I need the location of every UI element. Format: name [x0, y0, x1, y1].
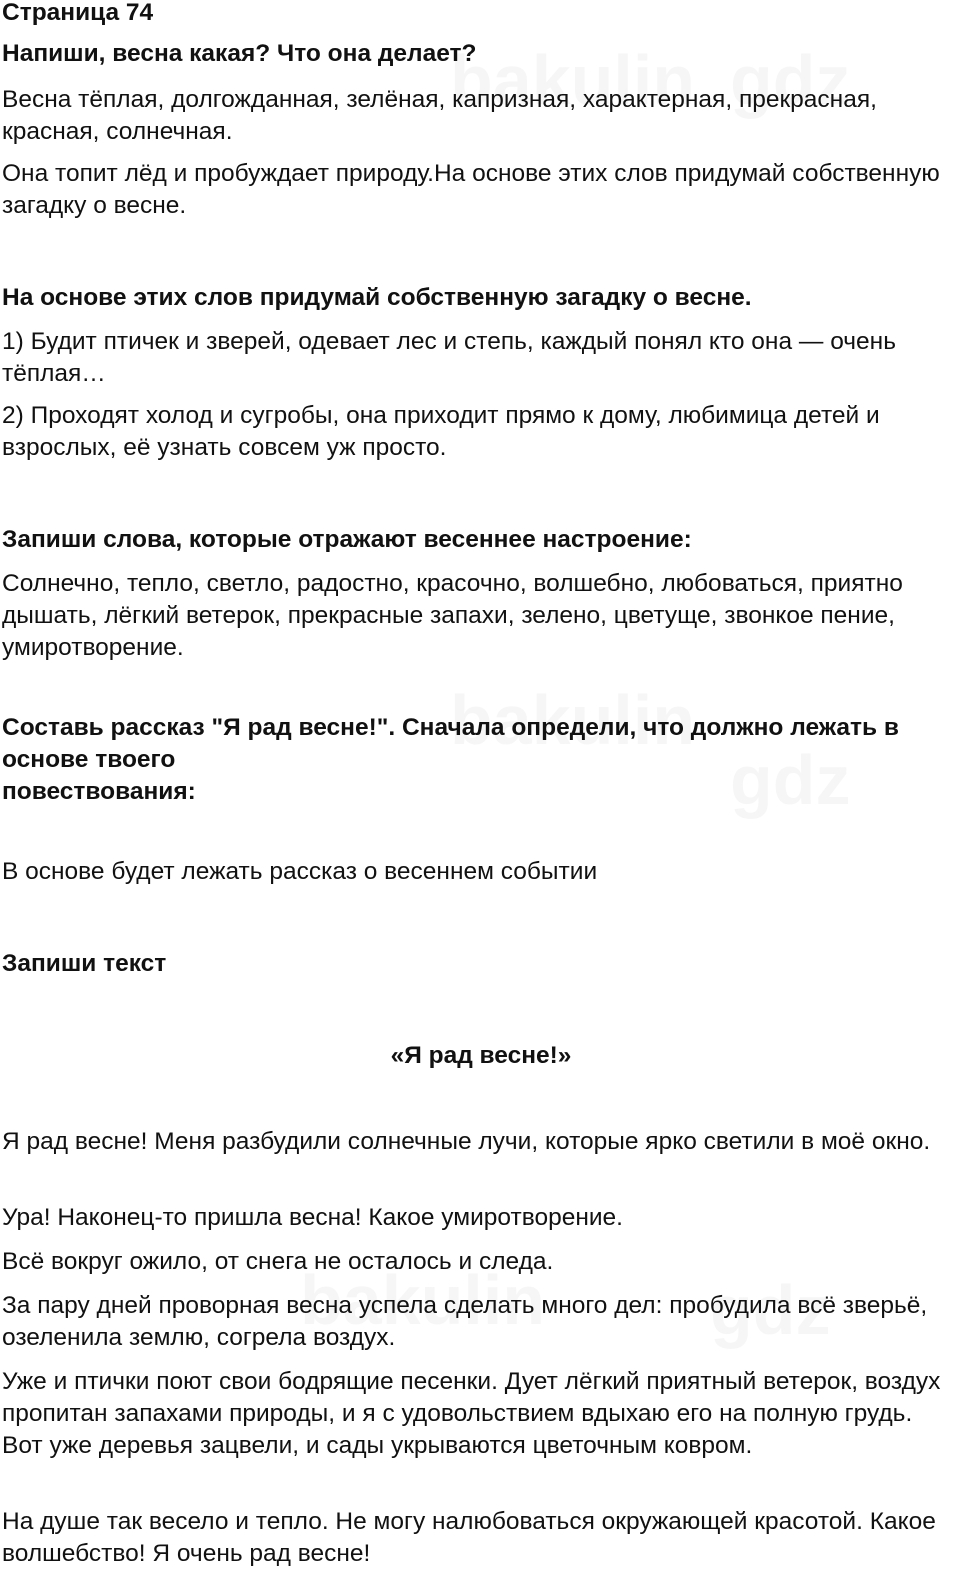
riddle-1: 1) Будит птичек и зверей, одевает лес и степь, каждый понял кто она — очень тёплая… — [2, 328, 896, 387]
story-paragraph: Я рад весне! Меня разбудили солнечные лучи, которые ярко светили в моё окно. — [2, 1128, 931, 1155]
section2-heading: На основе этих слов придумай собственную загадку о весне. — [2, 284, 752, 311]
section5-heading: Запиши текст — [2, 950, 167, 977]
section3-heading: Запиши слова, которые отражают весеннее настроение: — [2, 526, 692, 553]
story-paragraph: Ура! Наконец-то пришла весна! Какое умиротворение. — [2, 1204, 623, 1231]
section3-para: Солнечно, тепло, светло, радостно, красочно, волшебно, любоваться, приятно дышать, лёгкий ветерок, прекрасные запахи, зелено, цветуще, звонкое пение, умиротворение. — [2, 570, 903, 661]
section1-para2: Она топит лёд и пробуждает природу.На основе этих слов придумай собственную загадку о весне. — [2, 160, 940, 219]
riddle-2: 2) Проходят холод и сугробы, она приходит прямо к дому, любимица детей и взрослых, её узнать совсем уж просто. — [2, 402, 880, 461]
section4-heading-line1: Составь рассказ "Я рад весне!". Сначала определи, что должно лежать в основе твоего — [2, 714, 899, 773]
section1-para1: Весна тёплая, долгожданная, зелёная, капризная, характерная, прекрасная, красная, солнечная. — [2, 86, 877, 145]
section4-para: В основе будет лежать рассказ о весеннем событии — [2, 858, 598, 885]
story-paragraph: Всё вокруг ожило, от снега не осталось и следа. — [2, 1248, 554, 1275]
page-title: Страница 74 — [2, 0, 154, 26]
story-paragraph: За пару дней проворная весна успела сделать много дел: пробудила всё зверьё, озеленила землю, согрела воздух. — [2, 1292, 928, 1351]
story-paragraph: На душе так весело и тепло. Не могу налюбоваться окружающей красотой. Какое волшебство! Я очень рад весне! — [2, 1508, 936, 1567]
story-paragraph: Уже и птички поют свои бодрящие песенки. Дует лёгкий приятный ветерок, воздух пропитан запахами природы, и я с удовольствием вдыхаю его на полную грудь. Вот уже деревья зацвели, и сады укрываются цветочным ковром. — [2, 1368, 941, 1459]
section4-heading-line2: повествования: — [2, 778, 196, 805]
story-title: «Я рад весне!» — [390, 1042, 572, 1069]
section1-heading: Напиши, весна какая? Что она делает? — [2, 40, 477, 67]
